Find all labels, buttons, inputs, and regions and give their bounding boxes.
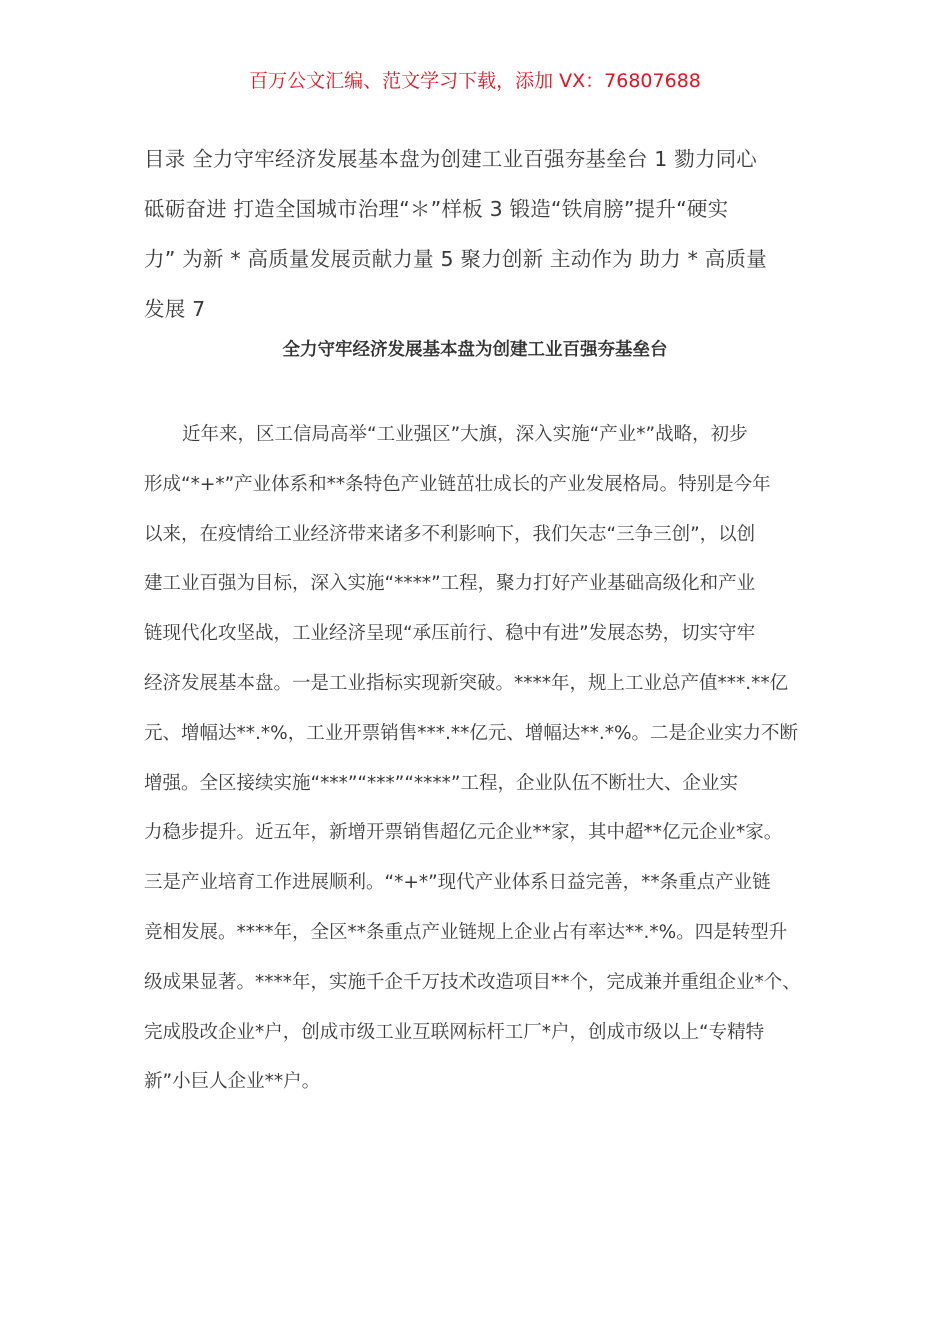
body-paragraph — [144, 410, 812, 1107]
paragraph-line: 形成“*+*”产业体系和**条特色产业链茁壮成长的产业发展格局。特别是今年 — [144, 473, 771, 495]
paragraph-line: 链现代化攻坚战，工业经济呈现“承压前行、稳中有进”发展态势，切实守牢 — [144, 623, 756, 645]
paragraph-line: 元、增幅达**.*%，工业开票销售***.**亿元、增幅达**.*%。二是企业实力不断 — [144, 722, 799, 744]
promo-banner: 百万公文汇编、范文学习下载，添加 VX：76807688 — [249, 70, 701, 92]
paragraph-line: 完成股改企业*户，创成市级工业互联网标杆工厂*户，创成市级以上“专精特 — [144, 1021, 765, 1043]
toc-line: 目录 全力守牢经济发展基本盘为创建工业百强夯基垒台 1 勠力同心 — [144, 147, 757, 171]
paragraph-line: 级成果显著。****年，实施千企千万技术改造项目**个，完成兼并重组企业*个、 — [144, 971, 801, 993]
paragraph-line: 以来，在疫情给工业经济带来诸多不利影响下，我们矢志“三争三创”，以创 — [144, 523, 756, 545]
table-of-contents — [144, 134, 812, 334]
paragraph-line: 竞相发展。****年，全区**条重点产业链规上企业占有率达**.*%。四是转型升 — [144, 921, 788, 943]
section-title: 全力守牢经济发展基本盘为创建工业百强夯基垒台 — [282, 340, 668, 360]
paragraph-line: 三是产业培育工作进展顺利。“*+*”现代产业体系日益完善，**条重点产业链 — [144, 872, 771, 894]
paragraph-line: 建工业百强为目标，深入实施“****”工程，聚力打好产业基础高级化和产业 — [144, 573, 756, 595]
paragraph-line: 力稳步提升。近五年，新增开票销售超亿元企业**家，其中超**亿元企业*家。 — [144, 822, 783, 844]
paragraph-line: 增强。全区接续实施“***”“***”“****”工程，企业队伍不断壮大、企业实 — [144, 772, 739, 794]
toc-line: 发展 7 — [144, 297, 206, 321]
paragraph-line: 新”小巨人企业**户。 — [144, 1071, 321, 1093]
toc-line: 力” 为新 * 高质量发展贡献力量 5 聚力创新 主动作为 助力 * 高质量 — [144, 247, 767, 271]
paragraph-line: 经济发展基本盘。一是工业指标实现新突破。****年，规上工业总产值***.**亿 — [144, 672, 789, 694]
paragraph-line: 近年来，区工信局高举“工业强区”大旗，深入实施“产业*”战略，初步 — [182, 424, 748, 445]
toc-line: 砥砺奋进 打造全国城市治理“＊”样板 3 锻造“铁肩膀”提升“硬实 — [144, 197, 729, 221]
